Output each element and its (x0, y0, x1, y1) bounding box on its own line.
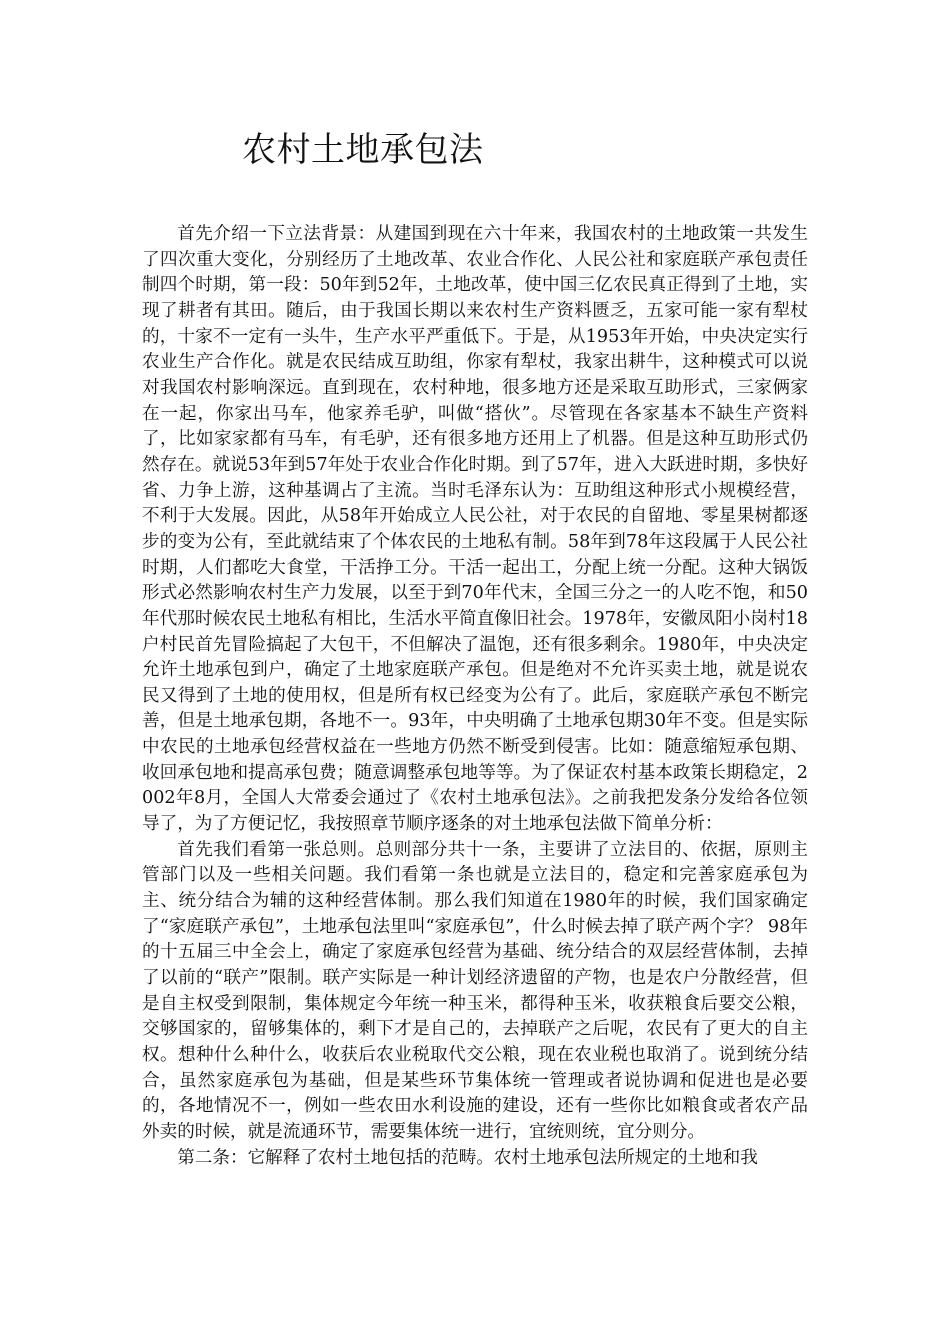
document-title: 农村土地承包法 (242, 130, 484, 170)
paragraph-legislative-background: 首先介绍一下立法背景：从建国到现在六十年来，我国农村的土地政策一共发生了四次重大变化，分别经历了土地改革、农业合作化、人民公社和家庭联产承包责任制四个时期，第一段：50年到52年，土地改革，使中国三亿农民真正得到了土地，实现了耕者有其田。随后，由于我国长期以来农村生产资料匮乏，五家可能一家有犁杖的，十家不一定有一头牛，生产水平严重低下。于是，从1953年开始，中央决定实行农业生产合作化。就是农民结成互助组，你家有犁杖，我家出耕牛，这种模式可以说对我国农村影响深远。直到现在，农村种地，很多地方还是采取互助形式，三家俩家在一起，你家出马车，他家养毛驴，叫做“搭伙”。尽管现在各家基本不缺生产资料了，比如家家都有马车，有毛驴，还有很多地方还用上了机器。但是这种互助形式仍然存在。就说53年到57年处于农业合作化时期。到了57年，进入大跃进时期，多快好省、力争上游，这种基调占了主流。当时毛泽东认为：互助组这种形式小规模经营，不利于大发展。因此，从58年开始成立人民公社，对于农民的自留地、零星果树都逐步的变为公有，至此就结束了个体农民的土地私有制。58年到78年这段属于人民公社时期，人们都吃大食堂，干活挣工分。干活一起出工，分配上统一分配。这种大锅饭形式必然影响农村生产力发展，以至于到70年代末，全国三分之一的人吃不饱，和50年代那时候农民土地私有相比，生活水平简直像旧社会。1978年，安徽凤阳小岗村18户村民首先冒险搞起了大包干，不但解决了温饱，还有很多剩余。1980年，中央决定允许土地承包到户，确定了土地家庭联产承包。但是绝对不允许买卖土地，就是说农民又得到了土地的使用权，但是所有权已经变为公有了。此后，家庭联产承包不断完善，但是土地承包期，各地不一。93年，中央明确了土地承包期30年不变。但是实际中农民的土地承包经营权益在一些地方仍然不断受到侵害。比如：随意缩短承包期、收回承包地和提高承包费；随意调整承包地等等。为了保证农村基本政策长期稳定，2002年8月，全国人大常委会通过了《农村土地承包法》。之前我把发条分发给各位领导了，为了方便记忆，我按照章节顺序逐条的对土地承包法做下简单分析： (142, 224, 808, 835)
document-body (142, 222, 808, 1171)
paragraph-general-provisions: 首先我们看第一张总则。总则部分共十一条，主要讲了立法目的、依据，原则主管部门以及一些相关问题。我们看第一条也就是立法目的，稳定和完善家庭承包为主、统分结合为辅的这种经营体制。那么我们知道在1980年的时候，我们国家确定了“家庭联产承包”，土地承包法里叫“家庭承包”，什么时候去掉了联产两个字？ 98年的十五届三中全会上，确定了家庭承包经营为基础、统分结合的双层经营体制，去掉了以前的“联产”限制。联产实际是一种计划经济遗留的产物，也是农户分散经营，但是自主权受到限制，集体规定今年统一种玉米，都得种玉米，收获粮食后要交公粮，交够国家的，留够集体的，剩下才是自己的，去掉联产之后呢，农民有了更大的自主权。想种什么种什么，收获后农业税取代交公粮，现在农业税也取消了。说到统分结合，虽然家庭承包为基础，但是某些环节集体统一管理或者说协调和促进也是必要的，各地情况不一，例如一些农田水利设施的建设，还有一些你比如粮食或者农产品外卖的时候，就是流通环节，需要集体统一进行，宜统则统，宜分则分。 (142, 839, 808, 1142)
paragraph-article-two: 第二条：它解释了农村土地包括的范畴。农村土地承包法所规定的土地和我 (177, 1147, 758, 1168)
